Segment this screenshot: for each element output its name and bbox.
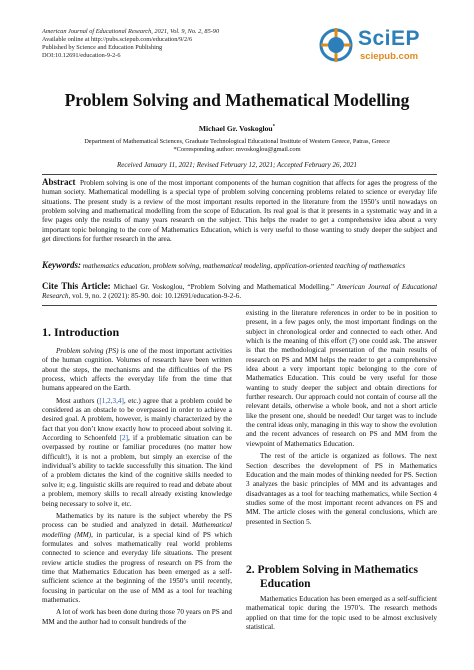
intro-paragraph-1: Problem solving (PS) is one of the most important activities of the human cognition. Volumes of research have been written about the steps, the mechanisms and the difficulties of the PS process, which affects the everyday life from the time that humans appeared on the Earth.: [42, 347, 232, 393]
intro-paragraph-2: Most authors ([1,2,3,4], etc.) agree that a problem could be considered as an obstacle to be overpassed in order to achieve a desired goal. A problem, however, is mainly characterized by the fact that you don’t know exactly how to proceed about solving it. According to Schoenfeld [2], if a problematic situation can be overpassed by routine or familiar procedures (no matter how difficult!), it is not a problem, but simply an exercise of the individual’s ability to tackle successfully this situation. The kind of a problem dictates the kind of the cognitive skills needed to solve it; e.g. linguistic skills are required to read and debate about a problem, memory skills to recall already existing knowledge being necessary to solve it, etc.: [42, 396, 232, 508]
cite-label: Cite This Article:: [42, 281, 111, 291]
abstract-block: [42, 178, 437, 244]
section1-heading: 1. Introduction: [42, 325, 120, 339]
intro-paragraph-4-continued: existing in the literature references in order to be in position to present, in a few pages only, the most important findings on the subject in chronological order and connected to each other. And which is the meaning of this effort (?) one could ask. The answer is that the methodological presentation of the main results of research on PS and MM helps the reader to get a comprehensive idea about a very important topic belonging to the core of Mathematics Education. This could be very useful for those wanting to study deeper the subject and obtain directions for further research. Our approach could not contain of course all the relevant details, otherwise a whole book, and not a short article like the present one, should be needed! Our target was to include the central ideas only, managing in this way to show the evolution and the recent advances of research on PS and MM from the viewpoint of Mathematics Education.: [246, 309, 437, 448]
author-line: [0, 124, 474, 133]
divider-top: [42, 174, 437, 175]
section2-body: [246, 595, 437, 632]
left-column: [42, 347, 232, 627]
doi-line[interactable]: DOI:10.12691/education-9-2-6: [42, 52, 121, 59]
paper-title: Problem Solving and Mathematical Modelling: [64, 90, 410, 110]
logo-site: sciepub.com: [360, 51, 419, 62]
intro-paragraph-3: Mathematics by its nature is the subject whereby the PS process can be studied and analyzed in detail. Mathematical modelling (MM), in particular, is a special kind of PS which formulates and solves mathematically real world problems connected to science and everyday life situations. The present review article studies the progress of research on PS from the time that Mathematics Education has been emerged as a self-sufficient science at the beginning of the 1950’s until recently, focusing in particular on the use of MM as a tool for teaching mathematics.: [42, 511, 232, 604]
citation-link-2[interactable]: [2]: [119, 434, 129, 443]
keywords-text: mathematics education, problem solving, mathematical modeling, application-oriented teaching of mathematics: [82, 262, 406, 270]
mm-term: Mathematical modelling (MM): [42, 521, 232, 539]
right-column: [246, 309, 437, 527]
corresponding-author: *Corresponding author: mvoskoglou@gmail.com: [173, 146, 301, 154]
affiliation-department: Department of Mathematical Sciences, Graduate Technological Educational Institute of Western Greece, Patras, Greece: [84, 138, 390, 145]
section2-paragraph-1: Mathematics Education has been emerged as a self-sufficient mathematical topic during the 1970’s. The research methods applied on that time for the topic used to be almost exclusively statistical.: [246, 595, 437, 632]
keywords-label: Keywords:: [42, 260, 81, 270]
intro-paragraph-4: A lot of work has been done during those 70 years on PS and MM and the author had to consult hundreds of the: [42, 608, 232, 626]
sciep-emblem-icon: [318, 25, 354, 65]
abstract-text: Problem solving is one of the most important components of the human cognition that affects for ages the progress of the human society. Mathematical modelling is a special type of problem solving concerning problems related to science or everyday life situations. The present study is a review of the most important results reported in the literature from the 1950’s until nowadays on problem solving and mathematical modelling from the scope of Education. Its real goal is that it presents in a systematic way and in a few pages only the results of many years research on the subject. This helps the reader to get a comprehensive idea about a very important topic belonging to the core of Mathematics Education, which is very useful to those wanting to study deeper the subject and get directions for further research in the area.: [42, 179, 438, 244]
section2-heading: 2. Problem Solving in Mathematics Education: [246, 564, 418, 590]
received-dates: Received January 11, 2021; Revised February 12, 2021; Accepted February 26, 2021: [117, 161, 357, 169]
divider-bottom: [42, 305, 437, 306]
cite-rest: vol. 9, no. 2 (2021): 85-90. doi: 10.12691/education-9-2-6.: [72, 292, 242, 301]
journal-masthead: [42, 28, 332, 60]
intro-paragraph-5: The rest of the article is organized as follows. The next Section describes the development of PS in Mathematics Education and the main modes of thinking needed for PS. Section 3 analyzes the basic principles of MM and its advantages and disadvantages as a tool for teaching mathematics, while Section 4 studies some of the most important recent advances on PS and MM. The article closes with the general conclusions, which are presented in Section 5.: [246, 452, 437, 526]
logo-brand: SciEP: [358, 27, 421, 50]
abstract-label: Abstract: [42, 177, 76, 187]
ps-term: Problem solving (PS): [56, 347, 119, 355]
keywords-block: [42, 261, 437, 271]
publisher-line: Published by Science and Education Publishing: [42, 44, 163, 51]
author-mark: *: [272, 124, 276, 130]
availability-line[interactable]: Available online at http://pubs.sciepub.com/education/9/2/6: [42, 36, 193, 43]
citation-link-1-4[interactable]: [1,2,3,4]: [99, 396, 124, 405]
journal-citation: American Journal of Educational Research, 2021, Vol. 9, No. 2, 85-90: [42, 28, 220, 35]
sciep-logo[interactable]: [318, 25, 438, 69]
cite-journal: American Journal of Educational Research,: [42, 283, 438, 301]
affiliation: [30, 138, 444, 155]
author-name: Michael Gr. Voskoglou: [198, 124, 273, 133]
cite-author: Michael Gr. Voskoglou, “Problem Solving and Mathematical Modelling.”: [113, 283, 335, 291]
cite-block: [42, 282, 437, 302]
